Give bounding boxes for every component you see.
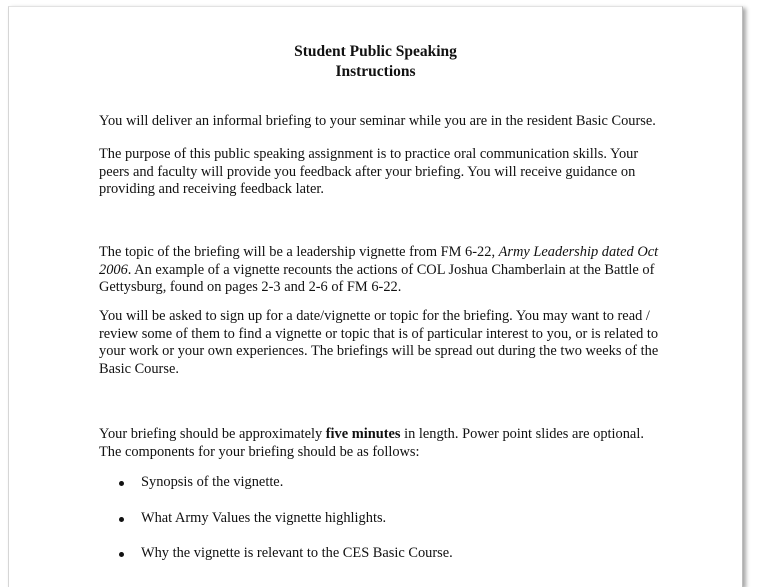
list-item-text: Synopsis of the vignette. <box>141 474 284 490</box>
paragraph-line: providing and receiving feedback later. <box>99 181 324 197</box>
length-bold: five minutes <box>325 426 401 442</box>
list-item-text: What Army Values the vignette highlights. <box>141 510 387 526</box>
paragraph-signup <box>99 308 679 378</box>
paragraph-purpose <box>99 146 679 199</box>
paragraph-line: your work or your own experiences. The briefings will be spread out during the two weeks of the <box>99 343 659 359</box>
document-title <box>9 42 742 82</box>
paragraph-line: You will deliver an informal briefing to your seminar while you are in the resident Basic Course. <box>99 113 656 129</box>
paragraph-line: You will be asked to sign up for a date/vignette or topic for the briefing. You may want to read / <box>99 308 650 324</box>
paragraph-line <box>99 426 679 444</box>
bullet-icon <box>119 552 124 557</box>
paragraph-line <box>99 262 679 280</box>
bullet-icon <box>119 481 124 486</box>
length-text: in length. Power point slides are optional. <box>400 426 644 442</box>
length-text: Your briefing should be approximately <box>99 426 326 442</box>
paragraph-line: The purpose of this public speaking assignment is to practice oral communication skills. Your <box>99 146 639 162</box>
paragraph-line: review some of them to find a vignette or topic that is of particular interest to you, or is related to <box>99 325 659 342</box>
title-line-1: Student Public Speaking <box>294 43 457 60</box>
document-page <box>8 6 743 587</box>
paragraph-line: Gettysburg, found on pages 2-3 and 2-6 of FM 6-22. <box>99 279 402 295</box>
list-item-text: Why the vignette is relevant to the CES Basic Course. <box>141 545 453 561</box>
topic-text: The topic of the briefing will be a leadership vignette from FM 6-22, <box>99 244 499 260</box>
bullet-icon <box>119 517 124 522</box>
paragraph-topic <box>99 244 679 297</box>
topic-italic-title: Army Leadership dated Oct <box>498 244 659 260</box>
paragraph-line: The components for your briefing should be as follows: <box>99 443 420 460</box>
paragraph-line <box>99 244 679 262</box>
paragraph-length <box>99 426 679 461</box>
title-line-2: Instructions <box>335 63 416 80</box>
topic-text: . An example of a vignette recounts the actions of COL Joshua Chamberlain at the Battle of <box>127 261 655 278</box>
paragraph-line: Basic Course. <box>99 360 179 377</box>
paragraph-intro <box>99 113 679 131</box>
paragraph-line: peers and faculty will provide you feedback after your briefing. You will receive guidance on <box>99 163 636 180</box>
topic-italic-year: 2006 <box>99 261 128 278</box>
